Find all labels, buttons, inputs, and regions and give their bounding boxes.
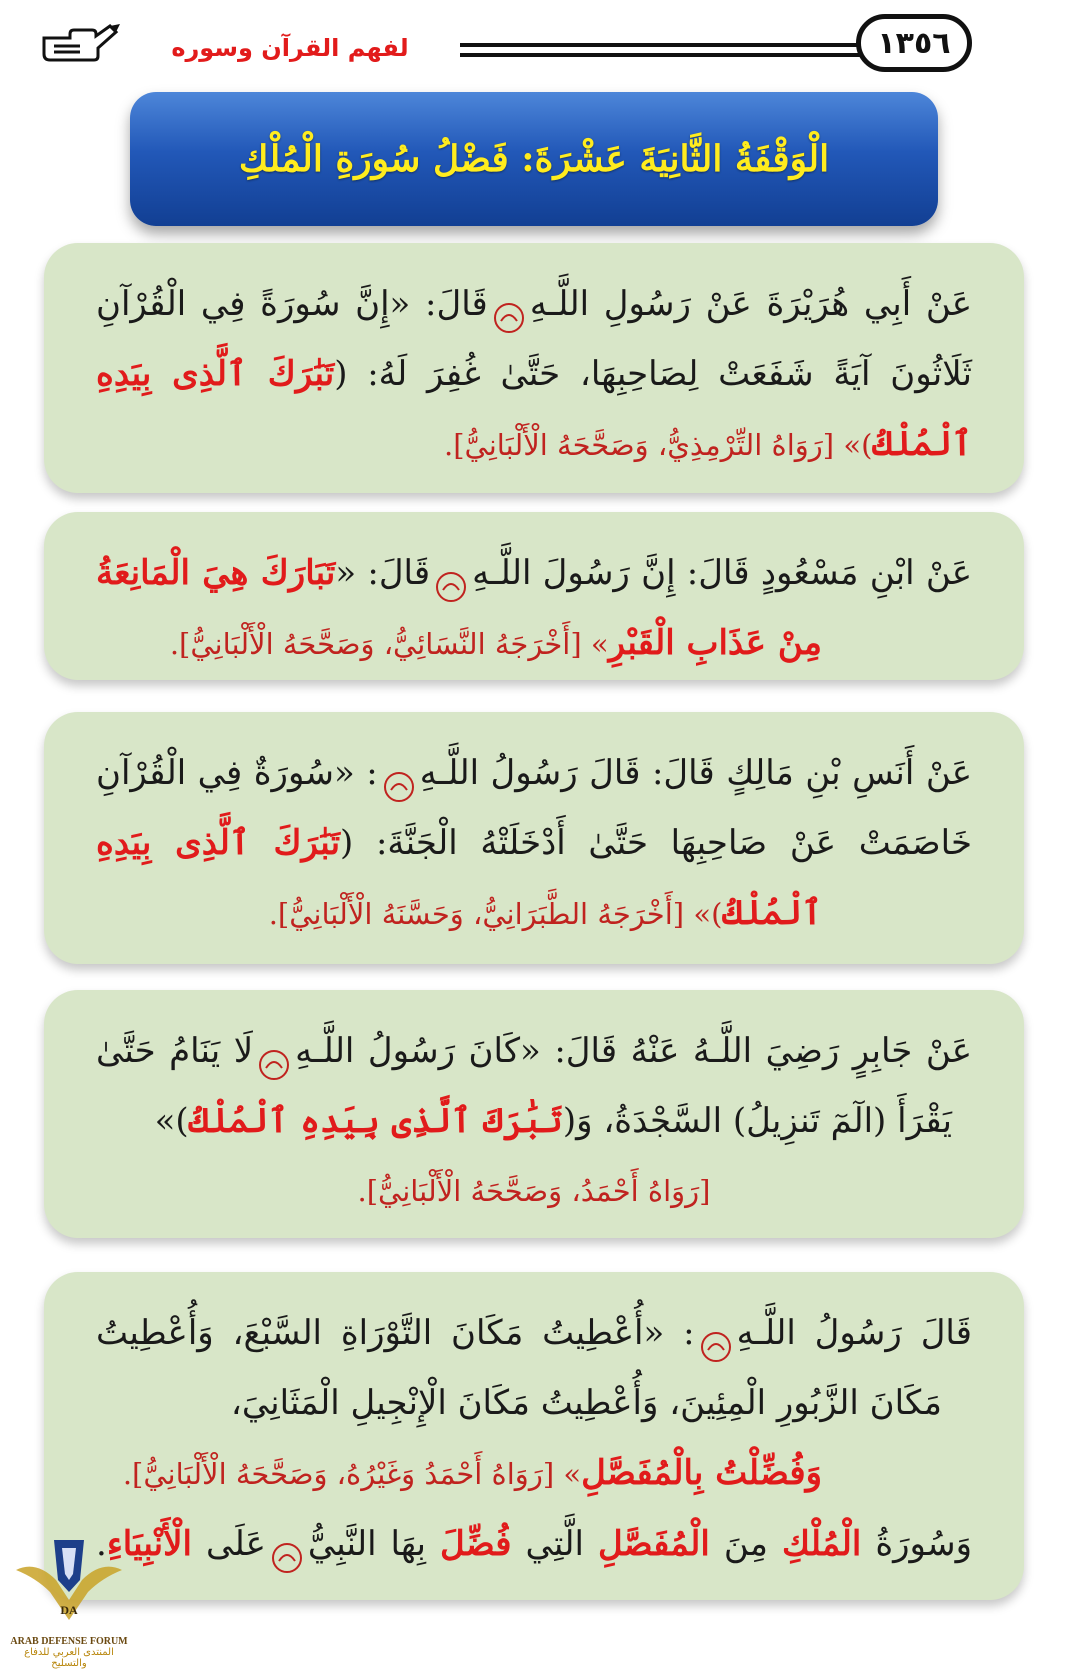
hadith-card	[44, 1272, 1024, 1600]
text-line	[96, 608, 972, 679]
quran-quote: ٱلْمُلْكُ	[722, 893, 822, 933]
hadith-card	[44, 512, 1024, 680]
salawat-icon	[270, 1529, 304, 1563]
highlight-text: مِنْ عَذَابِ الْقَبْرِ	[608, 623, 822, 663]
text-line: مَكَانَ الزَّبُورِ الْمِئِينَ، وَأُعْطِيتُ مَكَانَ الْإِنْجِيلِ الْمَثَانِيَ،	[230, 1383, 942, 1423]
forum-logo-icon	[6, 1530, 132, 1630]
writing-hand-icon	[40, 20, 120, 70]
text-line: عَنْ أَبِي هُرَيْرَةَ عَنْ رَسُولِ اللَّـهِقَالَ: «إِنَّ سُورَةً فِي الْقُرْآنِ	[96, 269, 972, 339]
text-line: وَسُورَةُ الْمُلْكِ مِنَ الْمُفَصَّلِ الَّتِي فُضِّلَ بِهَا النَّبِيُّعَلَى الْأَنْبِيَاءِ.	[96, 1509, 972, 1579]
text-line: عَنْ جَابِرٍ رَضِيَ اللَّـهُ عَنْهُ قَالَ: «كَانَ رَسُولُ اللَّـهِلَا يَنَامُ حَتَّىٰ	[96, 1016, 972, 1086]
highlight-text: وَفُضِّلْتُ بِالْمُفَصَّلِ	[581, 1453, 822, 1493]
book-title: لفهم القرآن وسوره	[171, 34, 409, 62]
hadith-card	[44, 243, 1024, 493]
text-line: يَقْرَأَ (الٓمٓ تَنزِيلُ) السَّجْدَةُ، وَ(تَبَٰرَكَ ٱلَّذِى بِيَدِهِ ٱلْمُلْكُ)»	[154, 1101, 952, 1141]
text-line: ثَلَاثُونَ آيَةً شَفَعَتْ لِصَاحِبِهَا، حَتَّىٰ غُفِرَ لَهُ: (تَبَٰرَكَ ٱلَّذِى بِيَدِهِ	[96, 354, 972, 394]
salawat-icon	[382, 758, 416, 792]
salawat-icon	[257, 1036, 291, 1070]
forum-watermark	[6, 1530, 132, 1670]
text-line: خَاصَمَتْ عَنْ صَاحِبِهَا حَتَّىٰ أَدْخَلَتْهُ الْجَنَّةَ: (تَبَٰرَكَ ٱلَّذِى بِيَدِهِ	[96, 823, 972, 863]
hadith-source: » [أَخْرَجَهُ النَّسَائِيُّ، وَصَحَّحَهُ الْأَلْبَانِيُّ].	[169, 627, 609, 661]
salawat-icon	[492, 289, 526, 323]
section-banner	[130, 92, 938, 226]
text-line: عَنْ ابْنِ مَسْعُودٍ قَالَ: إِنَّ رَسُولَ اللَّـهِقَالَ: «تَبَارَكَ هِيَ الْمَانِعَةُ	[96, 538, 972, 608]
text-line	[96, 878, 972, 949]
salawat-icon	[434, 558, 468, 592]
hadith-card	[44, 990, 1024, 1238]
salawat-icon	[699, 1318, 733, 1352]
text-line	[96, 1438, 972, 1509]
hadith-source: )» [رَوَاهُ التِّرْمِذِيُّ، وَصَحَّحَهُ الْأَلْبَانِيُّ].	[444, 428, 873, 462]
quran-quote: ٱلْمُلْكُ	[872, 424, 972, 464]
text-line: عَنْ أَنَسِ بْنِ مَالِكٍ قَالَ: قَالَ رَسُولُ اللَّـهِ: «سُورَةٌ فِي الْقُرْآنِ	[96, 738, 972, 808]
section-title: الْوَقْفَةُ الثَّانِيَةَ عَشْرَةَ: فَضْلُ سُورَةِ الْمُلْكِ	[238, 138, 830, 180]
hadith-source: » [رَوَاهُ أَحْمَدُ وَغَيْرُهُ، وَصَحَّحَهُ الْأَلْبَانِيُّ].	[122, 1457, 582, 1491]
page-number: ١٣٥٦	[856, 14, 972, 72]
quran-quote: تَبَٰرَكَ ٱلَّذِى بِيَدِهِ	[96, 354, 335, 394]
hadith-source: )» [أَخْرَجَهُ الطَّبَرَانِيُّ، وَحَسَّنَهُ الْأَلْبَانِيُّ].	[268, 897, 723, 931]
watermark-english: ARAB DEFENSE FORUM	[10, 1636, 128, 1647]
svg-text:DA: DA	[60, 1603, 78, 1617]
header-rule	[460, 53, 860, 57]
hadith-card	[44, 712, 1024, 964]
hadith-source: [رَوَاهُ أَحْمَدُ، وَصَحَّحَهُ الْأَلْبَانِيُّ].	[357, 1174, 711, 1208]
header-rule	[460, 43, 860, 47]
text-line	[96, 409, 972, 480]
highlight-text: تَبَارَكَ هِيَ الْمَانِعَةُ	[96, 553, 336, 593]
text-line: قَالَ رَسُولُ اللَّـهِ: «أُعْطِيتُ مَكَانَ التَّوْرَاةِ السَّبْعَ، وَأُعْطِيتُ	[96, 1298, 972, 1368]
quran-quote: تَبَٰرَكَ ٱلَّذِى بِيَدِهِ	[96, 823, 341, 863]
quran-quote: تَبَٰرَكَ ٱلَّذِى بِيَدِهِ ٱلْمُلْكُ	[188, 1101, 563, 1141]
watermark-arabic: المنتدى العربي للدفاع والتسليح	[24, 1647, 114, 1669]
